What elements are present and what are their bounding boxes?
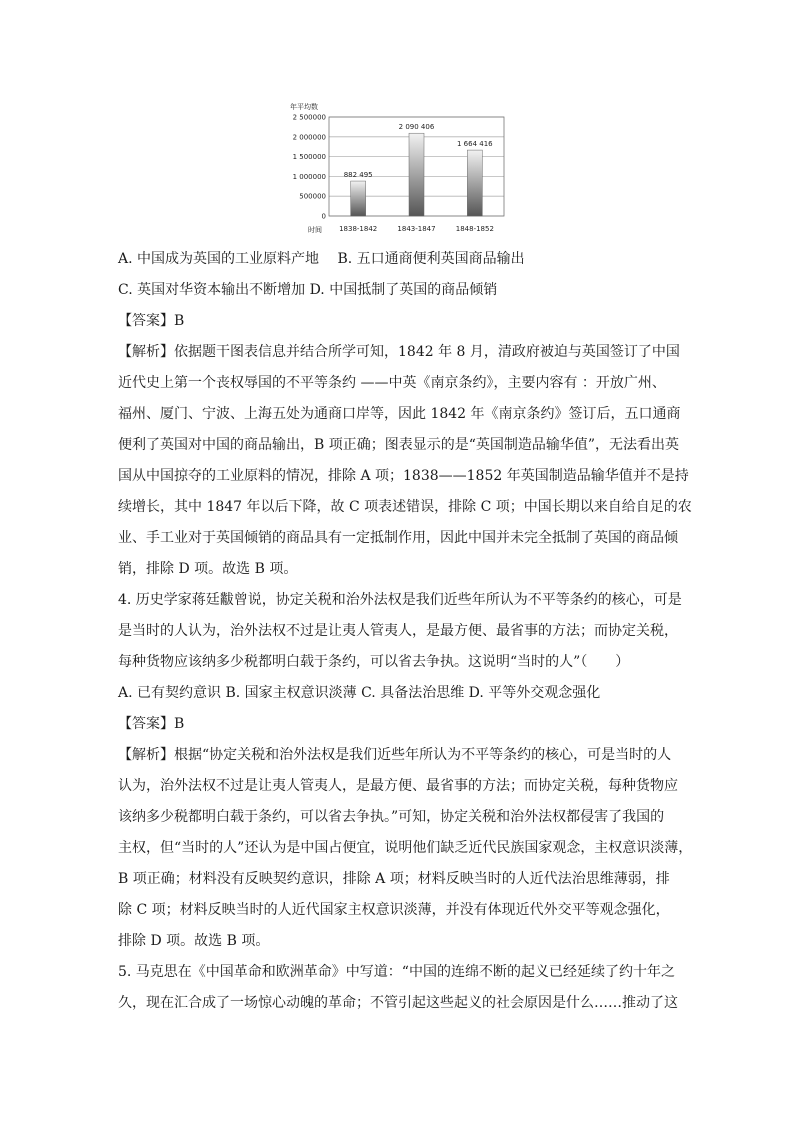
q3-analysis-line: 便利了英国对中国的商品输出，B 项正确；图表显示的是“英国制造品输华值”，无法看出英: [118, 437, 680, 453]
q4-answer: 【答案】B: [118, 716, 185, 732]
q4-analysis-line: 【解析】根据“协定关税和治外法权是我们近些年所认为不平等条约的核心，可是当时的人: [118, 747, 672, 763]
bar: [409, 133, 424, 216]
y-tick-label: 1 000000: [292, 172, 326, 181]
q3-analysis-line: 近代史上第一个丧权辱国的不平等条约 ——中英《南京条约》，主要内容有 ：开放广州、: [118, 375, 666, 391]
bar: [467, 150, 482, 216]
plot-area: [293, 114, 504, 234]
q4-stem-line: 每种货物应该纳多少税都明白载于条约，可以省去争执。这说明“当时的人”（ ）: [118, 654, 630, 670]
q4-analysis-line: 除 C 项；材料反映当时的人近代国家主权意识淡薄，并没有体现近代外交平等观念强化，: [118, 902, 670, 918]
q4-analysis-line: 排除 D 项。故选 B 项。: [118, 933, 270, 949]
x-axis-label: 时间: [308, 226, 322, 234]
q4-options: A. 已有契约意识 B. 国家主权意识淡薄 C. 具备法治思维 D. 平等外交观念强化: [118, 685, 601, 701]
x-tick-label: 1848-1852: [455, 225, 494, 233]
q3-options-line-2: C. 英国对华资本输出不断增加 D. 中国抵制了英国的商品倾销: [118, 282, 498, 298]
bar-chart-svg: [282, 100, 514, 240]
q5-stem-line: 久，现在汇合成了一场惊心动魄的革命；不管引起这些起义的社会原因是什么……推动了这: [118, 995, 678, 1011]
bar: [351, 181, 366, 216]
q5-stem-line: 5. 马克思在《中国革命和欧洲革命》中写道：“中国的连绵不断的起义已经延续了约十年之: [118, 964, 675, 980]
bar-value-label: 1 664 416: [457, 140, 493, 149]
bar-value-label: 2 090 406: [398, 123, 435, 132]
export-value-chart: [282, 100, 514, 240]
x-tick-label: 1838-1842: [339, 225, 378, 233]
y-tick-label: 0: [321, 212, 326, 221]
q4-analysis-line: 认为，治外法权不过是让夷人管夷人，是最方便、最省事的方法；而协定关税，每种货物应: [118, 778, 678, 794]
q3-analysis-line: 业、手工业对于英国倾销的商品具有一定抵制作用，因此中国并未完全抵制了英国的商品倾: [118, 530, 678, 546]
y-axis-label: 年平均数: [290, 103, 318, 111]
q4-analysis-line: B 项正确；材料没有反映契约意识，排除 A 项；材料反映当时的人近代法治思维薄弱，排: [118, 871, 670, 887]
q4-analysis-line: 主权，但“当时的人”还认为是中国占便宜，说明他们缺乏近代民族国家观念，主权意识淡薄，: [118, 840, 693, 856]
q3-analysis-line: 福州、厦门、宁波、上海五处为通商口岸等，因此 1842 年《南京条约》签订后，五口通商: [118, 406, 681, 422]
q4-analysis: [118, 740, 693, 957]
y-tick-label: 2 500000: [292, 113, 326, 122]
q3-analysis-line: 【解析】依据题干图表信息并结合所学可知，1842 年 8 月，清政府被迫与英国签订了中国: [118, 344, 680, 360]
q4-stem: [118, 585, 686, 678]
q3-answer: 【答案】B: [118, 313, 185, 329]
q5-stem: [118, 957, 686, 1019]
page-content: [118, 244, 693, 1019]
q4-stem-line: 4. 历史学家蒋廷黻曾说，协定关税和治外法权是我们近些年所认为不平等条约的核心，可是: [118, 592, 682, 608]
y-tick-label: 1 500000: [292, 153, 326, 162]
q3-analysis-line: 销，排除 D 项。故选 B 项。: [118, 561, 298, 577]
y-tick-label: 2 000000: [292, 133, 326, 142]
x-tick-label: 1843-1847: [397, 225, 436, 233]
bar-value-label: 882 495: [343, 171, 373, 180]
q3-analysis-line: 国从中国掠夺的工业原料的情况，排除 A 项；1838——1852 年英国制造品输华值并不是持: [118, 468, 689, 484]
q3-analysis: [118, 337, 692, 585]
y-tick-label: 500000: [299, 192, 326, 201]
q4-stem-line: 是当时的人认为，治外法权不过是让夷人管夷人，是最方便、最省事的方法；而协定关税，: [118, 623, 678, 639]
q3-options-line-1: A. 中国成为英国的工业原料产地 B. 五口通商便利英国商品输出: [118, 251, 525, 267]
q4-analysis-line: 该纳多少税都明白载于条约，可以省去争执。”可知，协定关税和治外法权都侵害了我国的: [118, 809, 665, 825]
q3-analysis-line: 续增长，其中 1847 年以后下降，故 C 项表述错误，排除 C 项；中国长期以来自给自足的农: [118, 499, 692, 515]
